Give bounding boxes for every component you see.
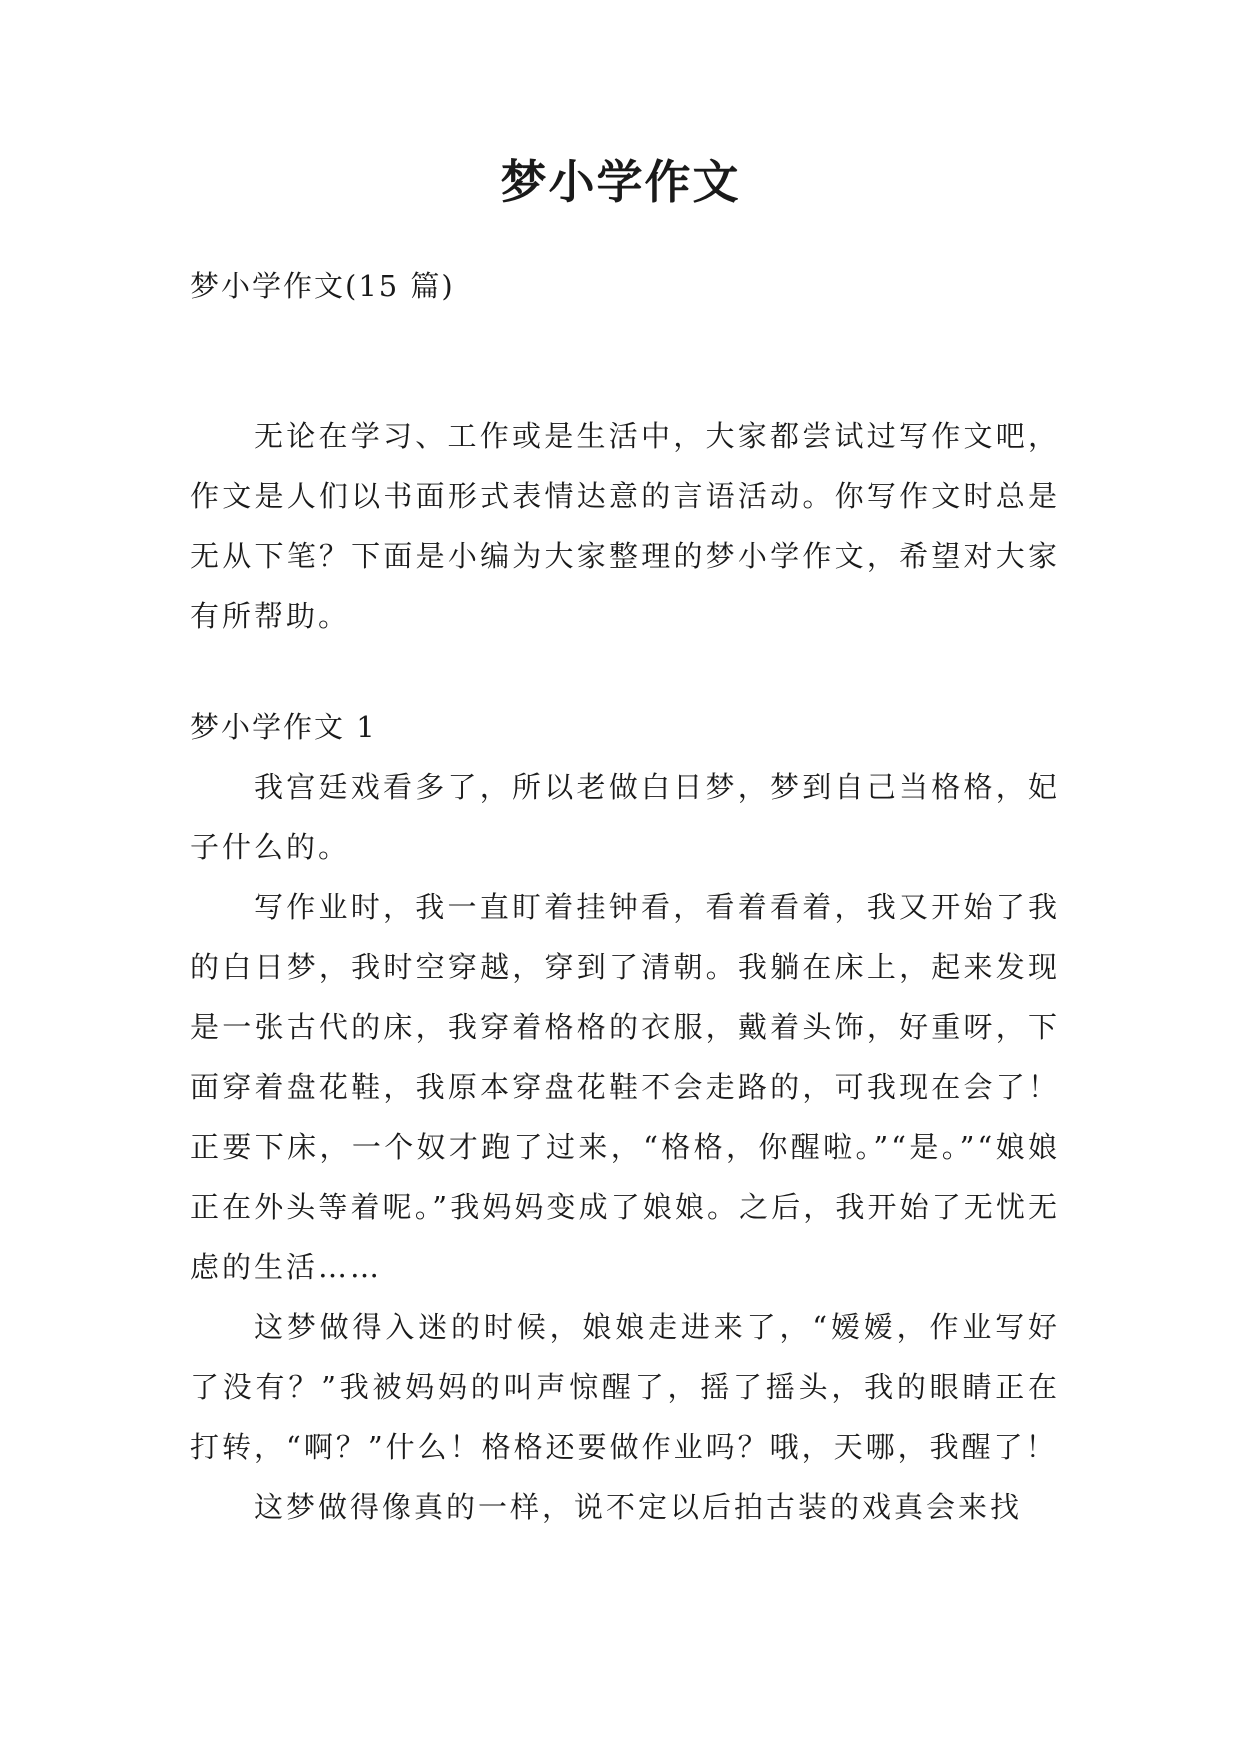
intro-paragraph: 无论在学习、工作或是生活中，大家都尝试过写作文吧，作文是人们以书面形式表情达意的言语活动。你写作文时总是无从下笔？下面是小编为大家整理的梦小学作文，希望对大家有所帮助。	[190, 419, 1060, 633]
essay-section-1	[190, 697, 1070, 1537]
body-paragraph: 写作业时，我一直盯着挂钟看，看着看着，我又开始了我的白日梦，我时空穿越，穿到了清朝。我躺在床上，起来发现是一张古代的床，我穿着格格的衣服，戴着头饰，好重呀，下面穿着盘花鞋，我原本穿盘花鞋不会走路的，可我现在会了！正要下床，一个奴才跑了过来，“格格，你醒啦。”“是。”“娘娘正在外头等着呢。”我妈妈变成了娘娘。之后，我开始了无忧无虑的生活……	[190, 890, 1060, 1284]
body-paragraph: 我宫廷戏看多了，所以老做白日梦，梦到自己当格格，妃子什么的。	[190, 770, 1060, 864]
section-heading: 梦小学作文 1	[190, 710, 377, 744]
body-paragraph: 这梦做得像真的一样，说不定以后拍古装的戏真会来找	[254, 1490, 1023, 1524]
document-subtitle: 梦小学作文(15 篇)	[190, 269, 455, 303]
document-title: 梦小学作文	[500, 155, 741, 209]
body-paragraph: 这梦做得入迷的时候，娘娘走进来了，“嫒嫒，作业写好了没有？”我被妈妈的叫声惊醒了，摇了摇头，我的眼睛正在打转，“啊？”什么！格格还要做作业吗？哦，天哪，我醒了！	[190, 1310, 1060, 1464]
